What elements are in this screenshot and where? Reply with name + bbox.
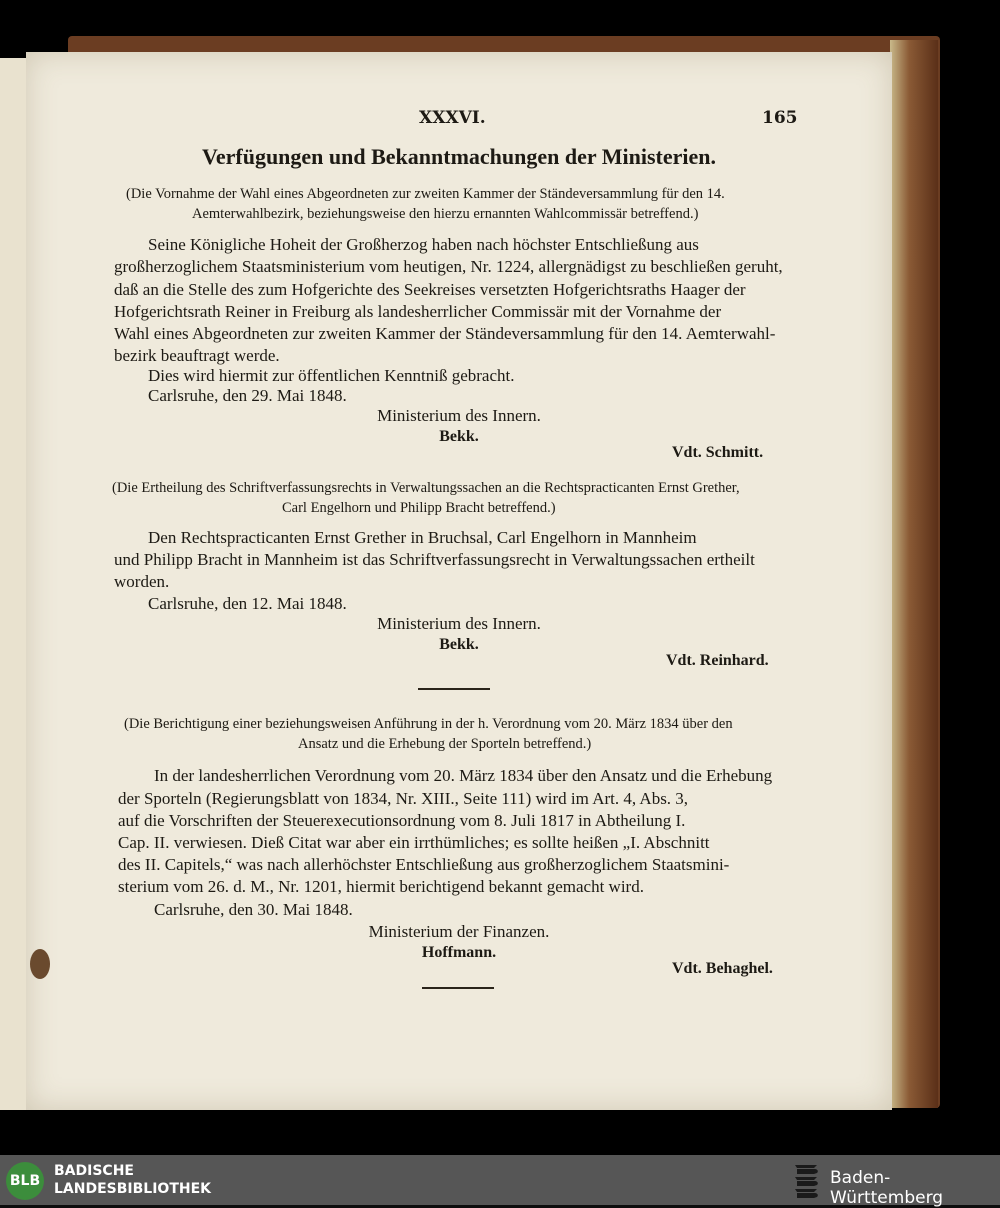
state-name[interactable]: Baden-Württemberg [830,1168,944,1208]
page [26,52,892,1110]
place-date: Carlsruhe, den 12. Mai 1848. [148,594,347,613]
section-divider [422,987,494,989]
body-line: In der landesherrlichen Verordnung vom 20. März 1834 über den Ansatz und die Erhebung [154,766,773,785]
body-line: des II. Capitels,“ was nach allerhöchster Entschließung aus großherzoglichem Staatsmini- [118,855,730,874]
note-line: (Die Berichtigung einer beziehungsweisen Anführung in der h. Verordnung vom 20. März 1834 über den [124,716,733,732]
signer-name: Hoffmann. [421,944,497,961]
body-line: Cap. II. verwiesen. Dieß Citat war aber ein irrthümliches; es sollte heißen „I. Abschnitt [118,833,710,852]
body-line: sterium vom 26. d. M., Nr. 1201, hiermit berichtigend bekannt gemacht wird. [118,877,644,896]
viewer-footer [0,1155,1000,1208]
blb-logo-icon[interactable]: BLB [6,1162,44,1200]
place-date: Carlsruhe, den 29. Mai 1848. [148,386,347,405]
page-title: Verfügungen und Bekanntmachungen der Ministerien. [201,144,717,169]
body-line: der Sporteln (Regierungsblatt von 1834, Nr. XIII., Seite 111) wird im Art. 4, Abs. 3, [118,789,689,808]
body-line: und Philipp Bracht in Mannheim ist das Schriftverfassungsrecht in Verwaltungssachen ertheilt [114,550,755,569]
signer-name: Bekk. [439,636,479,653]
note-line: (Die Ertheilung des Schriftverfassungsrechts in Verwaltungssachen an die Rechtspracticanten Ernst Grether, [112,480,740,496]
library-name-line: BADISCHE [54,1163,134,1179]
ministry-name: Ministerium des Innern. [377,406,541,425]
note-line: Aemterwahlbezirk, beziehungsweise den hierzu ernannten Wahlcommissär betreffend.) [192,206,699,222]
body-line: großherzoglichem Staatsministerium vom heutigen, Nr. 1224, allergnädigst zu beschließen geruht, [114,257,783,276]
lion-coat-of-arms-icon [792,1161,824,1199]
signer-name: Bekk. [439,428,479,445]
library-name-line: LANDESBIBLIOTHEK [54,1181,212,1197]
section-number: XXXVI. [419,108,486,128]
body-line: Dies wird hiermit zur öffentlichen Kenntniß gebracht. [148,366,515,385]
body-line: Den Rechtspracticanten Ernst Grether in Bruchsal, Carl Engelhorn in Mannheim [148,528,697,547]
note-line: (Die Vornahme der Wahl eines Abgeordneten zur zweiten Kammer der Ständeversammlung für den 14. [126,186,725,202]
note-line: Ansatz und die Erhebung der Sporteln betreffend.) [298,736,592,752]
book-page-edges [890,40,938,1108]
body-line: Hofgerichtsrath Reiner in Freiburg als landesherrlicher Commissär mit der Vornahme der [114,302,722,321]
section-divider [418,688,490,690]
body-line: daß an die Stelle des zum Hofgerichte des Seekreises versetzten Hofgerichtsraths Haager der [114,280,746,299]
note-line: Carl Engelhorn und Philipp Bracht betreffend.) [282,500,556,516]
body-line: Wahl eines Abgeordneten zur zweiten Kammer der Ständeversammlung für den 14. Aemterwahl- [114,324,776,343]
body-line: auf die Vorschriften der Steuerexecutionsordnung vom 8. Juli 1817 in Abtheilung I. [118,811,686,830]
left-page-strip [0,58,29,1110]
ministry-name: Ministerium der Finanzen. [368,922,550,941]
page-number: 165 [762,108,798,128]
library-name [54,1162,211,1198]
countersigner: Vdt. Schmitt. [672,444,764,461]
countersigner: Vdt. Reinhard. [666,652,769,669]
ministry-name: Ministerium des Innern. [377,614,541,633]
place-date: Carlsruhe, den 30. Mai 1848. [154,900,353,919]
countersigner: Vdt. Behaghel. [672,960,773,977]
body-line: worden. [114,572,170,591]
body-line: bezirk beauftragt werde. [114,346,280,365]
body-line: Seine Königliche Hoheit der Großherzog haben nach höchster Entschließung aus [148,235,699,254]
